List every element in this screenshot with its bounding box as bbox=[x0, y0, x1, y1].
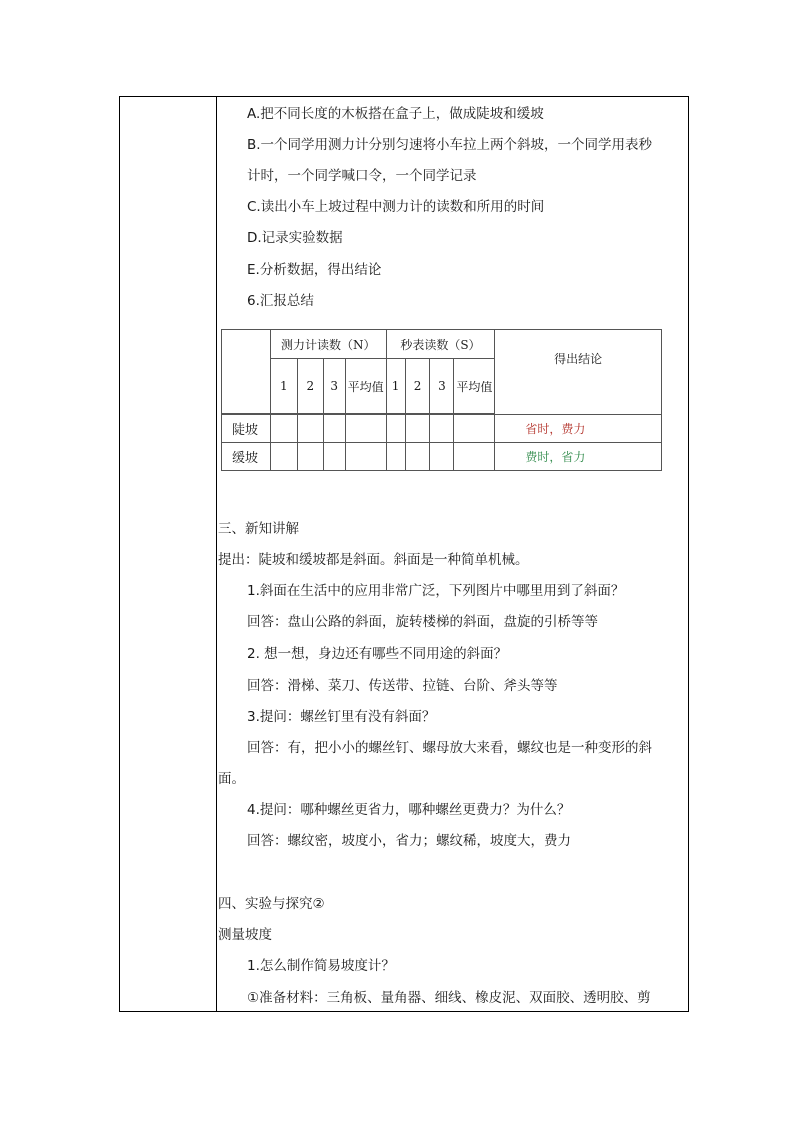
section3-a2: 回答：滑梯、菜刀、传送带、拉链、台阶、斧头等等 bbox=[247, 678, 558, 694]
time-col-3: 3 bbox=[430, 359, 454, 414]
section4-subtitle: 测量坡度 bbox=[218, 927, 272, 943]
result-gentle-text: 费时，省力 bbox=[525, 450, 586, 464]
result-steep bbox=[495, 415, 662, 443]
section3-q3: 3.提问：螺丝钉里有没有斜面？ bbox=[247, 709, 436, 725]
time-col-2: 2 bbox=[405, 359, 430, 414]
section4-materials: ①准备材料：三角板、量角器、细线、橡皮泥、双面胶、透明胶、剪 bbox=[247, 990, 651, 1006]
section3-a3-line2: 面。 bbox=[218, 771, 245, 787]
section3-q4: 4.提问：哪种螺丝更省力，哪种螺丝更费力？为什么？ bbox=[247, 802, 571, 818]
result-steep-text: 省时，费力 bbox=[525, 422, 586, 436]
step-6: 6.汇报总结 bbox=[247, 293, 314, 309]
force-col-2: 2 bbox=[297, 359, 323, 414]
row-label-steep: 陡坡 bbox=[222, 415, 271, 443]
force-col-3: 3 bbox=[323, 359, 345, 414]
time-header: 秒表读数（S） bbox=[386, 330, 495, 359]
force-col-1: 1 bbox=[270, 359, 297, 414]
section4-heading: 四、实验与探究② bbox=[218, 896, 325, 912]
column-divider bbox=[216, 97, 217, 1011]
section3-q2: 2. 想一想，身边还有哪些不同用途的斜面？ bbox=[247, 646, 508, 662]
corner-cell bbox=[222, 330, 271, 414]
step-c: C.读出小车上坡过程中测力计的读数和所用的时间 bbox=[247, 199, 545, 215]
section3-a3-line1: 回答：有，把小小的螺丝钉、螺母放大来看，螺纹也是一种变形的斜 bbox=[247, 740, 652, 756]
step-b-line2: 计时，一个同学喊口令，一个同学记录 bbox=[247, 168, 477, 184]
section4-q1: 1.怎么制作简易坡度计？ bbox=[247, 958, 395, 974]
section3-intro: 提出：陡坡和缓坡都是斜面。斜面是一种简单机械。 bbox=[218, 552, 529, 568]
section3-q1: 1.斜面在生活中的应用非常广泛，下列图片中哪里用到了斜面？ bbox=[247, 583, 625, 599]
force-col-avg: 平均值 bbox=[345, 359, 386, 414]
step-b-line1: B.一个同学用测力计分别匀速将小车拉上两个斜坡，一个同学用表秒 bbox=[247, 137, 653, 153]
step-d: D.记录实验数据 bbox=[247, 230, 343, 246]
time-col-1: 1 bbox=[386, 359, 405, 414]
step-e: E.分析数据，得出结论 bbox=[247, 262, 382, 278]
conclusion-header: 得出结论 bbox=[495, 330, 662, 415]
force-header: 测力计读数（N） bbox=[270, 330, 386, 359]
section3-a4: 回答：螺纹密，坡度小，省力；螺纹稀，坡度大，费力 bbox=[247, 833, 571, 849]
time-col-avg: 平均值 bbox=[454, 359, 495, 414]
row-label-gentle: 缓坡 bbox=[222, 443, 271, 471]
step-a: A.把不同长度的木板搭在盒子上，做成陡坡和缓坡 bbox=[247, 106, 544, 122]
section3-heading: 三、新知讲解 bbox=[218, 521, 299, 537]
experiment-data-table bbox=[221, 329, 662, 471]
section3-a1: 回答：盘山公路的斜面，旋转楼梯的斜面，盘旋的引桥等等 bbox=[247, 614, 598, 630]
result-gentle bbox=[495, 443, 662, 471]
